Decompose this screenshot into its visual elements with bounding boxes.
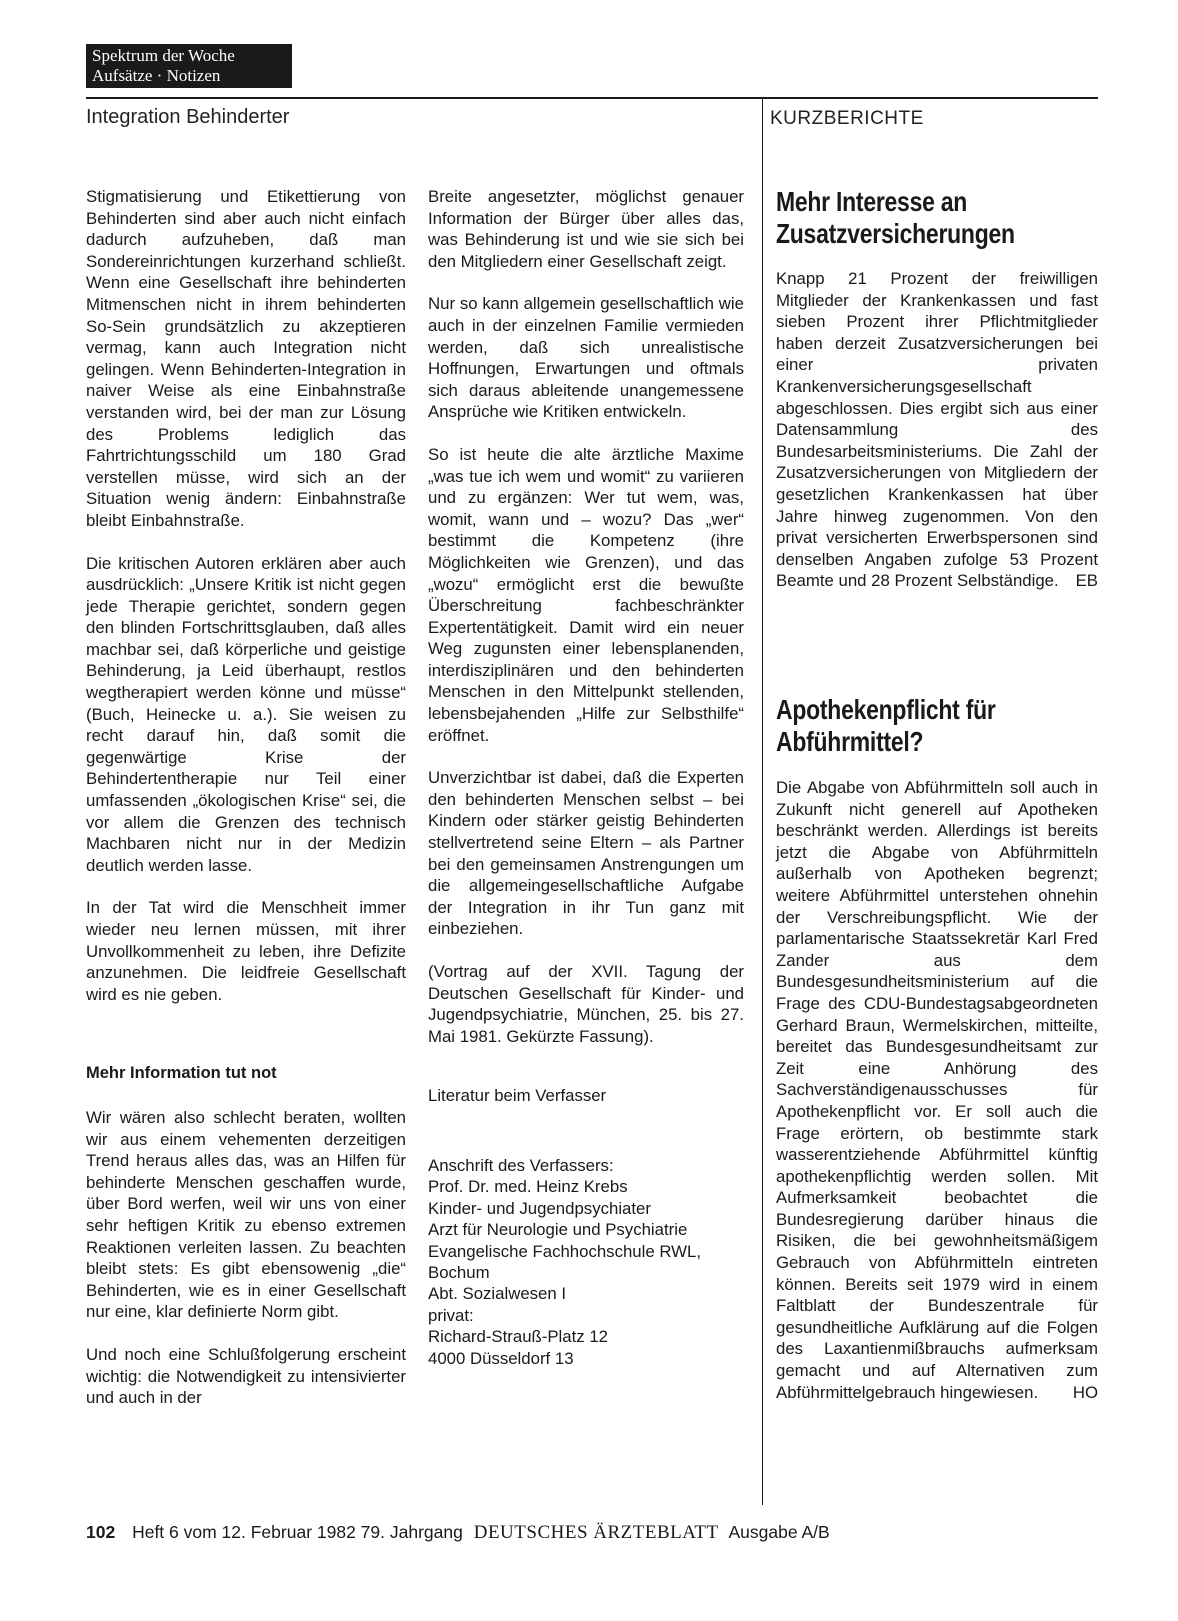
address-line: Prof. Dr. med. Heinz Krebs [428, 1177, 628, 1197]
headline-zusatzversicherungen: Mehr Interesse an Zusatzversicherungen [776, 186, 1015, 249]
literature-note: Literatur beim Verfasser [428, 1086, 607, 1106]
badge-line-2: Aufsätze · Notizen [92, 66, 221, 85]
article-column-1 [86, 186, 406, 1430]
report-body: Knapp 21 Prozent der freiwilligen Mitglieder der Krankenkassen und fast sieben Prozent ihrer Pflichtmitglieder haben derzeit Zusatzversicherungen bei einer privaten Krankenversicherungsgesellschaft abgeschlossen. Dies ergibt sich aus einer Datensammlung des Bundesarbeitsministeriums. Die Zahl der Zusatzversicherungen von Mitgliedern der gesetzlichen Krankenkassen hat über Jahre hinweg zugenommen. Von den privat versicherten Erwerbspersonen sind denselben Angaben zufolge 53 Prozent Beamte und 28 Prozent Selbständige. [776, 269, 1098, 591]
section-badge [86, 44, 292, 88]
address-line: Abt. Sozialwesen I [428, 1284, 567, 1304]
paragraph: Und noch eine Schlußfolgerung erscheint wichtig: die Notwendigkeit zu intensivierter und auch in der [86, 1344, 406, 1408]
source-note: (Vortrag auf der XVII. Tagung der Deutschen Gesellschaft für Kinder- und Jugendpsychiatrie, München, 25. bis 27. Mai 1981. Gekürzte Fassung). [428, 962, 744, 1046]
page-footer [86, 1522, 830, 1544]
paragraph: Wir wären also schlecht beraten, wollten wir aus einem vehementen derzeitigen Trend heraus alles das, was an Hilfen für behinderte Menschen geschaffen wurde, über Bord werfen, weil wir uns von einer sehr heftigen Kritik zu ebenso extremen Reaktionen verleiten lassen. Zu beachten bleibt stets: Es gibt ebensowenig „die“ Behinderten, wie es in einer Gesellschaft nur eine, klar definierte Norm gibt. [86, 1107, 406, 1322]
paragraph: In der Tat wird die Menschheit immer wieder neu lernen müssen, mit ihrer Unvollkommenheit zu leben, ihre Defizite anzunehmen. Die leidfreie Gesellschaft wird es nie geben. [86, 898, 406, 1004]
column-divider [762, 98, 763, 1505]
address-line: Evangelische Fachhochschule RWL, [428, 1241, 701, 1261]
report-body: Die Abgabe von Abführmitteln soll auch in Zukunft nicht generell auf Apotheken beschränkt werden. Allerdings ist bereits jetzt die Abgabe von Abführmitteln außerhalb von Apotheken begrenzt; weitere Abführmittel unterstehen ohnehin der Verschreibungspflicht. Wie der parlamentarische Staatssekretär Karl Fred Zander aus dem Bundesgesundheitsministerium auf die Frage des CDU-Bundestagsabgeordneten Gerhard Braun, Wermelskirchen, mitteilte, bereitet das Bundesgesundheitsamt zur Zeit eine Anhörung des Sachverständigenausschusses für Apothekenpflicht vor. Er soll auch die Frage erörtern, ob bestimmte stark wasserentziehende Abführmittel künftig apothekenpflichtig werden sollen. Mit Aufmerksamkeit beobachtet die Bundesregierung darüber hinaus die Risiken, die bei gewohnheitsmäßigem Gebrauch von Abführmitteln eintreten können. Bereits seit 1979 wird in einem Faltblatt der Bundeszentrale für gesundheitliche Aufklärung auf die Folgen des Laxantienmißbrauchs aufmerksam gemacht und auf Alternativen zum Abführmittelgebrauch hingewiesen. [776, 778, 1098, 1402]
issue-info: Heft 6 vom 12. Februar 1982 79. Jahrgang [132, 1522, 463, 1542]
paragraph: Stigmatisierung und Etikettierung von Behinderten sind aber auch nicht einfach dadurch aufzuheben, daß man Sondereinrichtungen kurzerhand schließt. Wenn eine Gesellschaft ihre behinderten Mitmenschen nicht in ihrem behinderten So-Sein grundsätzlich zu akzeptieren vermag, kann auch Integration nicht gelingen. Wenn Behinderten-Integration in naiver Weise als eine Einbahnstraße verstanden wird, bei der man zur Lösung des Problems lediglich das Fahrtrichtungsschild um 180 Grad verstellen müsse, wird sich an der Situation wenig ändern: Einbahnstraße bleibt Einbahnstraße. [86, 187, 406, 530]
article-column-3b [776, 777, 1098, 1424]
address-line: Anschrift des Verfassers: [428, 1155, 614, 1175]
paragraph: So ist heute die alte ärztliche Maxime „was tue ich wem und womit“ zu variieren und zu ergänzen: Wer tut wem, was, womit, wann und – wozu? Das „wer“ bestimmt die Kompetenz (ihre Möglichkeiten wie Grenzen), und das „wozu“ ermöglicht erst die bewußte Überschreitung fachbeschränkter Expertentätigkeit. Damit wird ein neuer Weg zugunsten einer lebensplanenden, interdisziplinären und den behinderten Menschen in den Mittelpunkt stellenden, lebensbejahenden „Hilfe zur Selbsthilfe“ eröffnet. [428, 444, 744, 745]
article-column-2 [428, 186, 744, 1369]
paragraph: Breite angesetzter, möglichst genauer Information der Bürger über alles das, was Behinderung ist und wie sie sich bei den Mitgliedern einer Gesellschaft zeigt. [428, 187, 744, 271]
author-signature: HO [1072, 1382, 1098, 1402]
paragraph: Unverzichtbar ist dabei, daß die Experten den behinderten Menschen selbst – bei Kindern oder stärker geistig Behinderten stellvertretend seine Eltern – als Partner bei den gemeinsamen Anstrengungen um die allgemeingesellschaftliche Aufgabe der Integration in ihr Tun ganz mit einbeziehen. [428, 768, 744, 939]
section-title-right: KURZBERICHTE [770, 108, 924, 129]
brief-report-text [776, 777, 1098, 1403]
top-rule [86, 97, 1098, 99]
address-line: privat: [428, 1305, 474, 1325]
address-line: Arzt für Neurologie und Psychiatrie [428, 1220, 688, 1240]
address-line: Kinder- und Jugendpsychiater [428, 1198, 651, 1218]
paragraph: Nur so kann allgemein gesellschaftlich wie auch in der einzelnen Familie vermieden werden, daß sich unrealistische Hoffnungen, Erwartungen und oftmals sich daraus ableitende unangemessene Ansprüche wie Kritiken entwickeln. [428, 294, 744, 422]
headline-apothekenpflicht: Apothekenpflicht für Abführmittel? [776, 694, 996, 757]
section-title-left: Integration Behinderter [86, 106, 290, 128]
page-number: 102 [86, 1522, 116, 1542]
badge-line-1: Spektrum der Woche [92, 46, 235, 65]
author-address [428, 1155, 744, 1369]
article-column-3a [776, 268, 1098, 613]
edition-info: Ausgabe A/B [728, 1522, 830, 1542]
subheading: Mehr Information tut not [86, 1064, 277, 1083]
brief-report-text [776, 268, 1098, 592]
address-line: 4000 Düsseldorf 13 [428, 1348, 574, 1368]
address-line: Richard-Strauß-Platz 12 [428, 1327, 608, 1347]
author-signature: EB [1075, 571, 1098, 591]
address-line: Bochum [428, 1263, 490, 1282]
journal-name: DEUTSCHES ÄRZTEBLATT [473, 1522, 719, 1543]
paragraph: Die kritischen Autoren erklären aber auch ausdrücklich: „Unsere Kritik ist nicht gegen jede Therapie gerichtet, sondern gegen den blinden Fortschrittsglauben, daß alles machbar sei, daß körperliche und geistige Behinderung, ja Leid überhaupt, restlos wegtherapiert werden könne und müsse“ (Buch, Heinecke u. a.). Sie weisen zu recht darauf hin, daß somit die gegenwärtige Krise der Behindertentherapie nur Teil einer umfassenden „ökologischen Krise“ sei, die vor allem die Grenzen des technisch Machbaren nicht nur in der Medizin deutlich werden lasse. [86, 553, 406, 875]
